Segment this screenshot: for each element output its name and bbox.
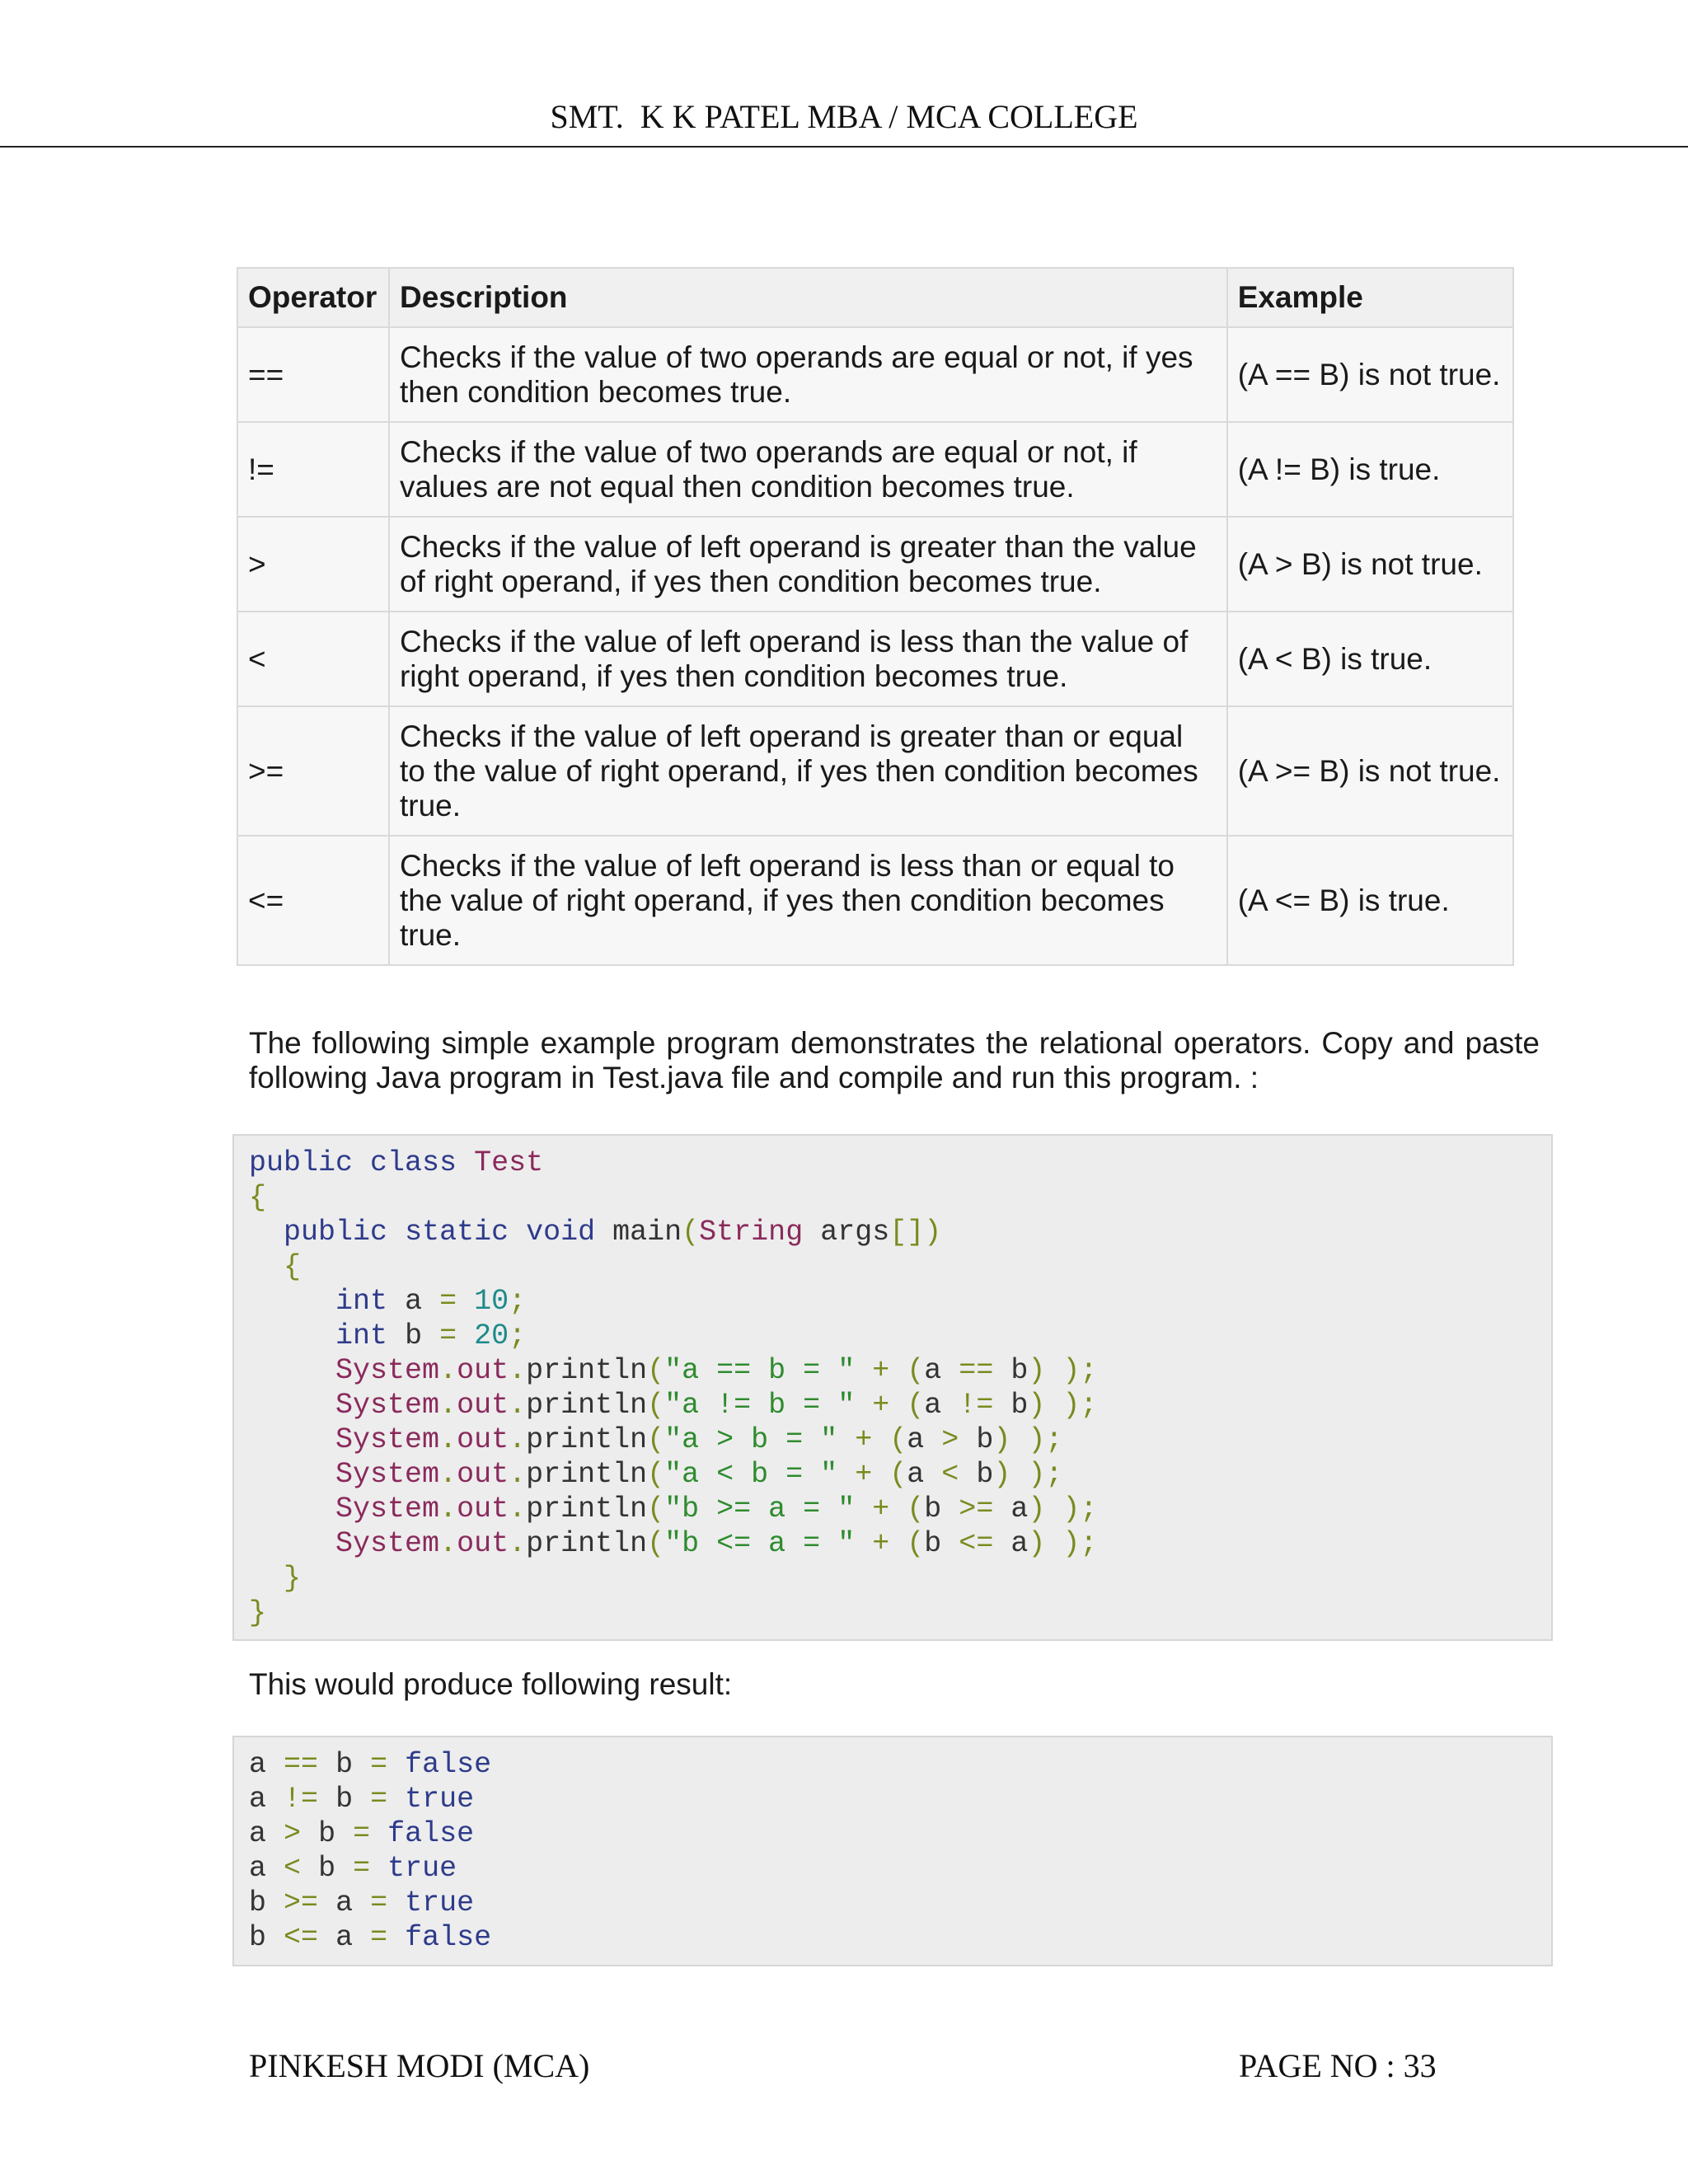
program-output [249,1747,1551,1955]
code-line: } [249,1596,267,1629]
description-cell: Checks if the value of two operands are equal or not, if values are not equal then condition becomes true. [389,422,1227,517]
page-header-title: SMT. K K PATEL MBA / MCA COLLEGE [550,98,1138,135]
column-header-description: Description [389,268,1227,327]
footer-page-number: PAGE NO : 33 [1239,2047,1437,2084]
description-cell: Checks if the value of two operands are equal or not, if yes then condition becomes true. [389,327,1227,422]
example-cell: (A != B) is true. [1227,422,1513,517]
java-code-block [232,1134,1553,1641]
example-cell: (A == B) is not true. [1227,327,1513,422]
code-line: public static void main(String args[]) [284,1216,942,1249]
operator-cell: >= [237,706,389,836]
operator-cell: == [237,327,389,422]
table-row [237,517,1513,612]
output-line: b >= a = true [249,1886,475,1919]
column-header-example: Example [1227,268,1513,327]
code-line: System.out.println("a != b = " + (a != b) ); [335,1389,1098,1422]
code-line: { [249,1181,267,1214]
description-cell: Checks if the value of left operand is less than the value of right operand, if yes then condition becomes true. [389,612,1227,706]
table-row [237,327,1513,422]
example-cell: (A >= B) is not true. [1227,706,1513,836]
intro-paragraph: The following simple example program demonstrates the relational operators. Copy and paste following Java program in Test.java file and compile and run this program. : [249,1026,1540,1094]
operator-cell: < [237,612,389,706]
operator-cell: > [237,517,389,612]
code-line: { [284,1250,302,1283]
code-line: System.out.println("b <= a = " + (b <= a) ); [335,1527,1098,1560]
description-cell: Checks if the value of left operand is less than or equal to the value of right operand, if yes then condition becomes true. [389,836,1227,965]
output-line: a == b = false [249,1748,492,1781]
code-line: } [284,1562,302,1595]
table-row [237,836,1513,965]
code-line: System.out.println("a < b = " + (a < b) ); [335,1458,1063,1491]
output-line: a < b = true [249,1852,457,1885]
table-row [237,706,1513,836]
example-cell: (A < B) is true. [1227,612,1513,706]
example-cell: (A <= B) is true. [1227,836,1513,965]
output-line: a != b = true [249,1783,475,1816]
result-label: This would produce following result: [249,1667,733,1701]
code-line: System.out.println("a == b = " + (a == b) ); [335,1354,1098,1387]
output-block [232,1736,1553,1966]
footer-author: PINKESH MODI (MCA) [249,2047,590,2084]
code-line: public class Test [249,1146,544,1179]
java-source-code [249,1146,1551,1630]
operator-cell: <= [237,836,389,965]
table-header-row [237,268,1513,327]
operator-cell: != [237,422,389,517]
relational-operators-table [237,267,1514,966]
column-header-operator: Operator [237,268,389,327]
code-line: int a = 10; [335,1285,527,1318]
code-line: System.out.println("b >= a = " + (b >= a) ); [335,1493,1098,1526]
table-row [237,612,1513,706]
output-line: b <= a = false [249,1921,492,1954]
description-cell: Checks if the value of left operand is greater than or equal to the value of right operand, if yes then condition becomes true. [389,706,1227,836]
description-cell: Checks if the value of left operand is greater than the value of right operand, if yes then condition becomes true. [389,517,1227,612]
header-divider [0,146,1688,148]
table-row [237,422,1513,517]
example-cell: (A > B) is not true. [1227,517,1513,612]
code-line: int b = 20; [335,1319,527,1352]
code-line: System.out.println("a > b = " + (a > b) ); [335,1423,1063,1456]
output-line: a > b = false [249,1817,475,1850]
